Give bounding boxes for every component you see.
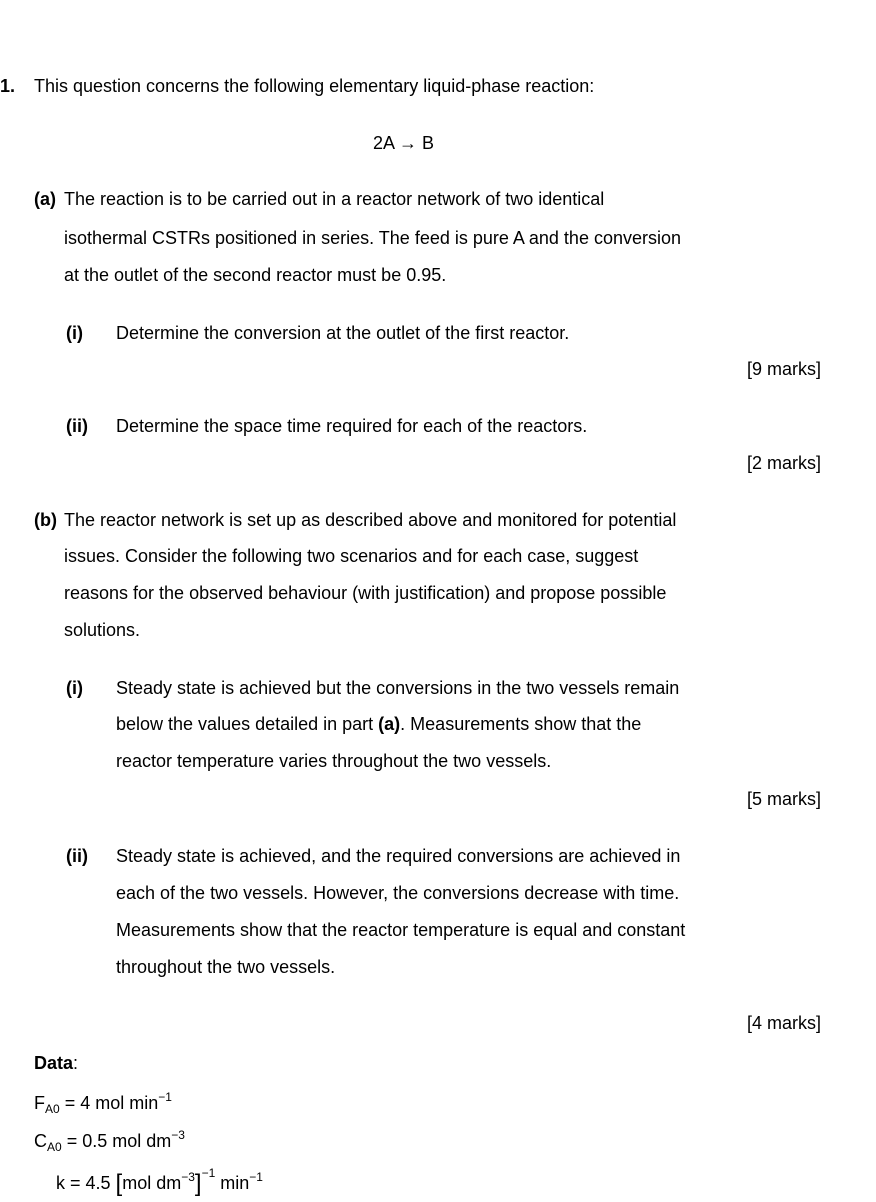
part-b-i-line-1: Steady state is achieved but the conversions in the two vessels remain: [116, 678, 680, 698]
k-unit-exponent: −3: [181, 1170, 195, 1184]
fa0-subscript: A0: [45, 1102, 60, 1116]
part-a-ii-label: (ii): [66, 416, 88, 436]
k-min-exponent: −1: [249, 1170, 263, 1184]
k-outer-exponent: −1: [201, 1166, 216, 1180]
fa0-symbol: F: [34, 1093, 45, 1113]
fa0-exponent: −1: [158, 1090, 172, 1104]
ca0-exponent: −3: [171, 1128, 185, 1142]
ca0-symbol: C: [34, 1131, 47, 1151]
part-b-i-line-3: reactor temperature varies throughout the two vessels.: [116, 751, 552, 771]
part-b-line-3: reasons for the observed behaviour (with justification) and propose possible: [64, 583, 667, 603]
ca0-subscript: A0: [47, 1140, 62, 1154]
part-a-line-3: at the outlet of the second reactor must be 0.95.: [64, 265, 447, 285]
part-a-ii-text: Determine the space time required for each of the reactors.: [116, 416, 588, 436]
part-b-i-line-2-post: . Measurements show that the: [400, 714, 642, 734]
part-a-label: (a): [34, 189, 56, 209]
part-b-line-4: solutions.: [64, 620, 141, 640]
part-b-line-1: The reactor network is set up as described above and monitored for potential: [64, 510, 677, 530]
k-unit: mol dm: [122, 1173, 182, 1193]
part-b-ii-marks: [4 marks]: [746, 1013, 821, 1033]
part-b-i-line-2-pre: below the values detailed in part: [116, 714, 379, 734]
part-b-line-2: issues. Consider the following two scenarios and for each case, suggest: [64, 546, 639, 566]
ca0-value: = 0.5 mol dm: [61, 1131, 172, 1151]
part-a-i-marks: [9 marks]: [746, 359, 821, 379]
data-k: [56, 1166, 263, 1198]
k-prefix: k = 4.5: [56, 1173, 116, 1193]
data-ca0: [34, 1128, 185, 1154]
part-b-ii-line-2: each of the two vessels. However, the conversions decrease with time.: [116, 883, 680, 903]
question-number: 1.: [0, 76, 16, 96]
k-close-bracket: ]: [194, 1170, 202, 1197]
part-b-ii-line-3: Measurements show that the reactor temperature is equal and constant: [116, 920, 686, 940]
part-b-ii-line-1: Steady state is achieved, and the required conversions are achieved in: [116, 846, 681, 866]
part-a-reference: (a): [378, 714, 401, 734]
part-a-line-1: The reaction is to be carried out in a reactor network of two identical: [64, 189, 605, 209]
data-heading: [34, 1053, 78, 1074]
data-fa0: [34, 1090, 172, 1116]
data-heading-text: Data: [34, 1053, 74, 1073]
part-b-ii-label: (ii): [66, 846, 88, 866]
part-b-i-line-2: [116, 714, 641, 735]
part-b-label: (b): [34, 510, 57, 530]
part-b-i-marks: [5 marks]: [746, 789, 821, 809]
fa0-value: = 4 mol min: [59, 1093, 159, 1113]
question-intro: This question concerns the following elementary liquid-phase reaction:: [34, 76, 595, 96]
part-b-ii-line-4: throughout the two vessels.: [116, 957, 336, 977]
part-a-ii-marks: [2 marks]: [746, 453, 821, 473]
reaction-equation: 2A → B: [373, 133, 435, 153]
part-a-i-text: Determine the conversion at the outlet of the first reactor.: [116, 323, 570, 343]
k-min: min: [215, 1173, 250, 1193]
part-a-i-label: (i): [66, 323, 83, 343]
data-heading-colon: :: [73, 1053, 79, 1073]
k-open-bracket: [: [115, 1170, 123, 1197]
part-a-line-2: isothermal CSTRs positioned in series. The feed is pure A and the conversion: [64, 228, 682, 248]
part-b-i-label: (i): [66, 678, 83, 698]
